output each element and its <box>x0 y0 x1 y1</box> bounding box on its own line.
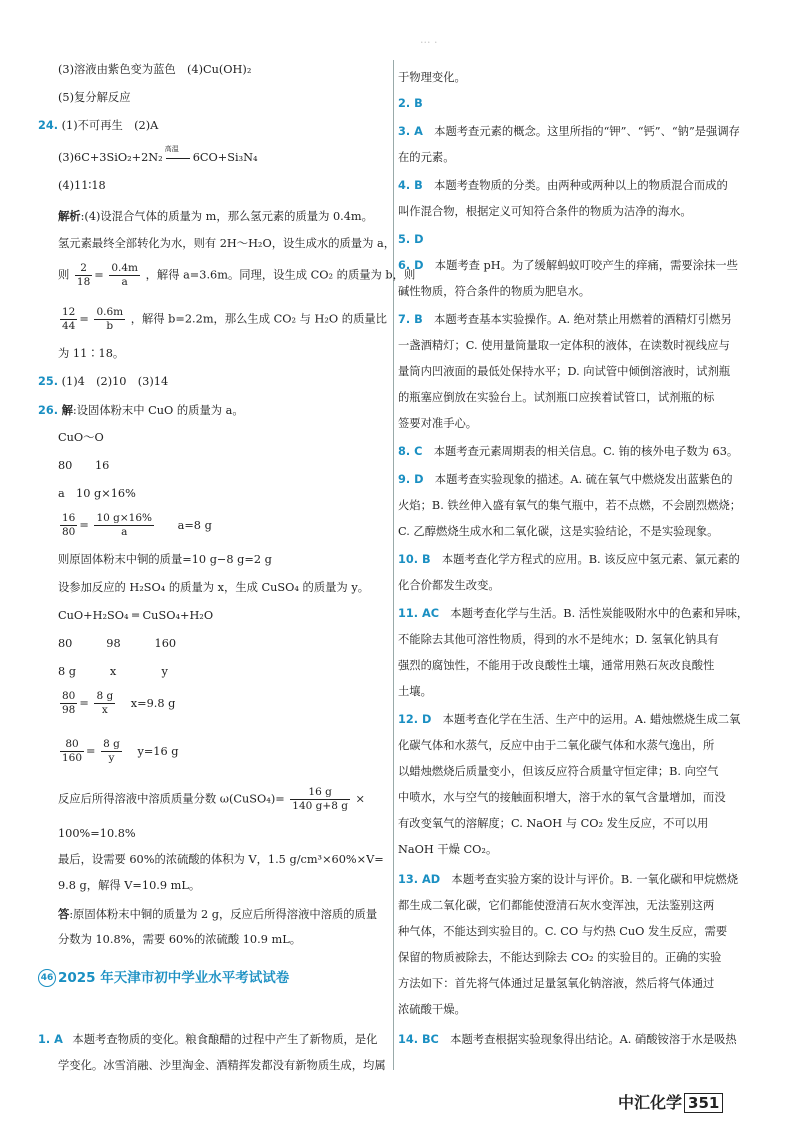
text-line: 保留的物质被除去，不能达到除去 CO₂ 的实验目的。正确的实验 <box>398 951 722 964</box>
text-line: 有改变氧气的溶解度；C. NaOH 与 CO₂ 发生反应，不可以用 <box>398 817 709 830</box>
text-line: 最后，设需要 60%的浓硫酸的体积为 V，1.5 g/cm³×60%×V= <box>58 853 384 866</box>
text-line: 氢元素最终全部转化为水，则有 2H～H₂O，设生成水的质量为 a， <box>58 237 396 250</box>
answer-text: 本题考查实验现象的描述。A. 硫在氧气中燃烧发出蓝紫色的 <box>434 473 733 486</box>
question-14 <box>398 1032 737 1048</box>
section-title: 2025 年天津市初中学业水平考试试卷 <box>58 970 290 986</box>
solution-text: :设固体粉末中 CuO 的质量为 a。 <box>72 404 244 417</box>
question-number: 14. BC <box>398 1033 439 1046</box>
question-number: 4. B <box>398 179 423 192</box>
denominator: a <box>121 276 128 288</box>
question-9 <box>398 472 733 488</box>
answer-text: 本题考查实验方案的设计与评价。B. 一氧化碳和甲烷燃烧 <box>451 873 739 886</box>
text-line: NaOH 干燥 CO₂。 <box>398 843 498 856</box>
question-number: 26. <box>38 404 59 417</box>
text: a=8 g <box>177 518 212 532</box>
text-line: (5)复分解反应 <box>58 91 131 104</box>
text-line: C. 乙醇燃烧生成水和二氧化碳，这是实验结论，不是实验现象。 <box>398 525 719 538</box>
question-12 <box>398 712 740 728</box>
equation-line <box>58 145 258 166</box>
answer-text: :原固体粉末中铜的质量为 2 g，反应后所得溶液中溶质的质量 <box>69 908 378 921</box>
fraction-line <box>58 786 365 813</box>
fraction <box>94 690 115 717</box>
fraction-line: $\frac{80}{160}$ = $\frac{8 g}{y}$ y=16 g <box>62 738 179 764</box>
text-line: CuO～O <box>58 431 104 444</box>
question-3 <box>398 124 740 140</box>
answer-text: (1)4 (2)10 (3)14 <box>61 375 169 388</box>
text: ，解得 a=3.6m。同理，设生成 CO₂ 的质量为 b，则 <box>145 268 416 282</box>
text: 则 <box>58 268 70 282</box>
answer-text: 本题考查 pH。为了缓解蚂蚁叮咬产生的痒痛，需要涂抹一些 <box>434 259 738 272</box>
equation-left: (3)6C+3SiO₂+2N₂ <box>58 151 163 164</box>
equation-right: 6CO+Si₃N₄ <box>192 151 258 164</box>
text-line: 9.8 g，解得 V=10.9 mL。 <box>58 879 201 892</box>
explanation-label: 解析 <box>58 209 81 223</box>
question-7 <box>398 312 732 328</box>
fraction <box>60 690 77 717</box>
text-line: 方法如下：首先将气体通过足量氢氧化钠溶液，然后将气体通过 <box>398 977 715 990</box>
fraction <box>60 512 77 539</box>
fraction <box>60 306 77 333</box>
text-line: (3)溶液由紫色变为蓝色 (4)Cu(OH)₂ <box>58 63 252 76</box>
denominator: 140 g+8 g <box>292 800 348 812</box>
numerator: 10 g×16% <box>96 512 152 524</box>
text-line: 设参加反应的 H₂SO₄ 的质量为 x，生成 CuSO₄ 的质量为 y。 <box>58 581 370 594</box>
text: x=9.8 g <box>130 696 176 710</box>
text-line: 都生成二氧化碳，它们都能使澄清石灰水变浑浊，无法鉴别这两 <box>398 899 715 912</box>
denominator: y <box>108 752 115 764</box>
numerator: 12 <box>62 306 76 318</box>
question-number: 24. <box>38 119 59 132</box>
text-line: 中喷水，水与空气的接触面积增大，溶于水的氧气含量增加，而没 <box>398 791 726 804</box>
text-line: 浓硫酸干燥。 <box>398 1003 466 1016</box>
text-line: a 10 g×16% <box>58 487 136 500</box>
question-2 <box>398 96 423 112</box>
section-number-badge: 46 <box>38 969 56 987</box>
text-line: 分数为 10.8%，需要 60%的浓硫酸 10.9 mL。 <box>58 933 301 946</box>
text-line: 80 98 160 <box>58 637 177 650</box>
book-title: 中汇化学 <box>618 1093 683 1112</box>
numerator: 80 <box>60 738 84 752</box>
text-line: 土壤。 <box>398 685 432 698</box>
fraction-line: $\frac{80}{98}$ = $\frac{8 g}{x}$ x=9.8 g <box>62 690 176 716</box>
numerator: 8 g <box>96 690 114 702</box>
answer-text: 本题考查化学与生活。B. 活性炭能吸附水中的色素和异味， <box>450 607 749 620</box>
text-line: 为 11∶18。 <box>58 347 125 360</box>
question-26 <box>38 402 244 419</box>
question-25 <box>38 374 168 390</box>
question-number: 9. D <box>398 473 424 486</box>
column-divider <box>393 60 394 1070</box>
condition-text: 高温 <box>164 145 179 153</box>
answer-text: (1)不可再生 (2)A <box>61 119 159 132</box>
question-11 <box>398 606 748 622</box>
denominator: 80 <box>62 526 76 538</box>
numerator: 0.4m <box>111 262 138 274</box>
text-line: 于物理变化。 <box>398 71 466 84</box>
question-6 <box>398 258 738 274</box>
text-line: 一盏酒精灯；C. 使用量筒量取一定体积的液体，在读数时视线应与 <box>398 339 730 352</box>
question-number: 1. A <box>38 1033 63 1046</box>
fraction-line: $\frac{12}{44}$ = $\frac{0.6m}{b}$ ，解得 b=2.2m，那么生成 CO₂ 与 H₂O 的质量比 <box>62 306 387 332</box>
text-line: 以蜡烛燃烧后质量变小，但该反应符合质量守恒定律；B. 向空气 <box>398 765 719 778</box>
solution-label: 解 <box>61 403 73 417</box>
text-line: 的瓶塞应倒放在实验台上。试剂瓶口应挨着试管口，试剂瓶的标 <box>398 391 715 404</box>
numerator: 80 <box>62 690 76 702</box>
fraction <box>290 786 350 813</box>
text: × <box>355 792 365 806</box>
explanation-line <box>58 208 373 225</box>
question-number: 12. D <box>398 713 432 726</box>
fraction-line: $\frac{16}{80}$ = $\frac{10 g\times 16\%}{a}$ a=8 g <box>62 512 212 538</box>
answer-text: 本题考查化学方程式的应用。B. 该反应中氢元素、氯元素的 <box>441 553 740 566</box>
numerator: 16 g <box>290 786 350 800</box>
text-line: 则原固体粉末中铜的质量=10 g−8 g=2 g <box>58 553 272 566</box>
text-line: 强烈的腐蚀性，不能用于改良酸性土壤，通常用熟石灰改良酸性 <box>398 659 715 672</box>
answer-text: 本题考查化学在生活、生产中的运用。A. 蜡烛燃烧生成二氧 <box>442 713 741 726</box>
question-1 <box>38 1032 377 1048</box>
fraction <box>94 306 125 333</box>
text-line: 量筒内凹液面的最低处保持水平；D. 向试管中倾倒溶液时，试剂瓶 <box>398 365 731 378</box>
text-line: 叫作混合物，根据定义可知符合条件的物质为洁净的海水。 <box>398 205 692 218</box>
question-10 <box>398 552 740 568</box>
question-number: 10. B <box>398 553 431 566</box>
numerator: 2 <box>75 262 92 276</box>
question-number: 3. A <box>398 125 423 138</box>
fraction <box>60 738 84 765</box>
answer-text: 本题考查元素的概念。这里所指的“钾”、“钙”、“钠”是强调存 <box>434 125 740 138</box>
fraction <box>75 262 92 289</box>
question-number: 6. D <box>398 259 424 272</box>
text-line: (4)11∶18 <box>58 179 106 192</box>
text-line: 学变化。冰雪消融、沙里淘金、酒精挥发都没有新物质生成，均属 <box>58 1059 386 1072</box>
text-line: 8 g x y <box>58 665 168 678</box>
fraction <box>101 738 122 765</box>
explanation-text: :(4)设混合气体的质量为 m，那么氢元素的质量为 0.4m。 <box>80 210 373 223</box>
answer-text: 本题考查基本实验操作。A. 绝对禁止用燃着的酒精灯引燃另 <box>434 313 732 326</box>
text: 反应后所得溶液中溶质质量分数 ω(CuSO₄)= <box>58 792 285 806</box>
question-number: 13. AD <box>398 873 441 886</box>
text-line: 火焰；B. 铁丝伸入盛有氧气的集气瓶中，若不点燃，不会剧烈燃烧； <box>398 499 742 512</box>
answer-line <box>58 906 377 923</box>
answer-text: 本题考查元素周期表的相关信息。C. 铕的核外电子数为 63。 <box>433 445 739 458</box>
answer-label: 答 <box>58 907 70 921</box>
text: ，解得 b=2.2m，那么生成 CO₂ 与 H₂O 的质量比 <box>130 312 387 326</box>
page-number: 351 <box>684 1093 723 1113</box>
fraction <box>109 262 140 289</box>
equation-line: CuO+H₂SO₄ ═ CuSO₄+H₂O <box>58 609 214 622</box>
denominator: 44 <box>62 320 76 332</box>
question-13 <box>398 872 738 888</box>
question-8 <box>398 444 738 460</box>
text-line: 化合价都发生改变。 <box>398 579 500 592</box>
fraction-line: 则 $\frac{2}{18}$ = $\frac{0.4m}{a}$ ，解得 a=3.6m。同理，设生成 CO₂ 的质量为 b，则 <box>58 262 416 288</box>
text-line: 种气体，不能达到实验目的。C. CO 与灼热 CuO 发生反应，需要 <box>398 925 728 938</box>
question-number: 2. B <box>398 97 423 110</box>
numerator: 8 g <box>103 738 120 750</box>
question-5 <box>398 232 423 248</box>
text-line: 100%=10.8% <box>58 827 136 840</box>
fraction <box>94 512 154 539</box>
question-number: 8. C <box>398 445 423 458</box>
question-24 <box>38 118 158 134</box>
answer-text: 本题考查物质的分类。由两种或两种以上的物质混合而成的 <box>434 179 728 192</box>
section-heading <box>38 966 390 987</box>
answer-text: 本题考查根据实验现象得出结论。A. 硝酸铵溶于水是吸热 <box>450 1033 737 1046</box>
question-number: 11. AC <box>398 607 439 620</box>
question-number: 7. B <box>398 313 423 326</box>
text-line: 化碳气体和水蒸气，反应中由于二氧化碳气体和水蒸气逸出，所 <box>398 739 715 752</box>
question-number: 5. D <box>398 233 424 246</box>
answer-text: 本题考查物质的变化。粮食酿醋的过程中产生了新物质，是化 <box>72 1033 378 1046</box>
text-line: 在的元素。 <box>398 151 455 164</box>
numerator: 0.6m <box>96 306 124 318</box>
numerator: 16 <box>62 512 76 524</box>
denominator: x <box>101 704 108 716</box>
reaction-condition <box>163 145 193 166</box>
text-line: 不能除去其他可溶性物质，得到的水不是纯水；D. 氢氧化钠具有 <box>398 633 719 646</box>
denominator: 160 <box>62 752 83 764</box>
watermark: ··· · <box>420 36 438 49</box>
question-number: 25. <box>38 375 59 388</box>
text: y=16 g <box>137 744 179 758</box>
text-line: 签要对准手心。 <box>398 417 478 430</box>
text-line: 80 16 <box>58 459 110 472</box>
denominator: 98 <box>62 704 76 716</box>
equals-bar <box>166 158 190 159</box>
text-line: 碱性物质，符合条件的物质为肥皂水。 <box>398 285 591 298</box>
page-footer <box>618 1090 723 1113</box>
denominator: b <box>106 320 114 332</box>
denominator: a <box>121 526 128 538</box>
question-4 <box>398 178 728 194</box>
denominator: 18 <box>76 276 91 288</box>
